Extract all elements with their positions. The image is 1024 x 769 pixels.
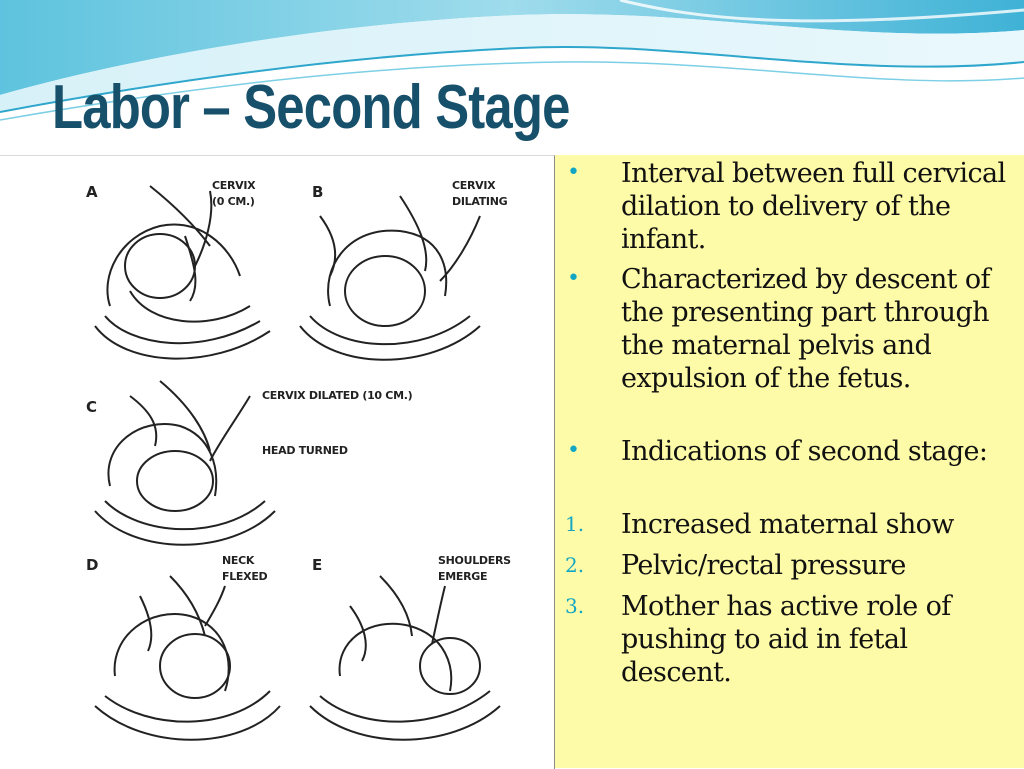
number-marker: 1. (565, 512, 585, 536)
panel-c-label: C (86, 398, 98, 416)
number-marker: 3. (565, 594, 585, 618)
slide-title: Labor – Second Stage (52, 73, 570, 142)
panel-a-drawing (95, 186, 270, 359)
panel-d-label: D (86, 556, 99, 574)
panel-b-label: B (312, 183, 324, 201)
panel-c-callout-head: HEAD TURNED (262, 444, 348, 457)
content-panel (555, 155, 1024, 768)
numbered-text: Increased maternal show (621, 509, 954, 540)
panel-c-drawing (95, 381, 275, 545)
numbered-text: Pelvic/rectal pressure (621, 550, 906, 581)
panel-a-label: A (86, 183, 98, 201)
panel-b-callout: CERVIX DILATING (452, 179, 508, 208)
panel-e-callout: SHOULDERS EMERGE (438, 554, 511, 583)
panel-b-drawing (300, 196, 480, 360)
bullet-text: Interval between full cervical dilation to delivery of the infant. (621, 158, 1006, 255)
bullet-marker: • (567, 160, 580, 185)
bullet-marker: • (567, 438, 580, 463)
panel-d-callout: NECK FLEXED (222, 554, 268, 583)
panel-e-drawing (310, 576, 500, 740)
bullet-marker: • (567, 266, 580, 291)
numbered-text: Mother has active role of pushing to aid in fetal descent. (621, 591, 951, 688)
number-marker: 2. (565, 553, 585, 577)
bullet-text: Characterized by descent of the presenting part through the maternal pelvis and expulsion of the fetus. (621, 264, 990, 394)
panel-a-callout: CERVIX (0 CM.) (212, 179, 256, 208)
panel-e-label: E (312, 556, 323, 574)
panel-d-drawing (95, 576, 280, 740)
fetal-descent-drawings (0, 156, 554, 769)
panel-c-callout: CERVIX DILATED (10 CM.) (262, 389, 413, 402)
labor-stages-illustration (0, 155, 555, 769)
bullet-text: Indications of second stage: (621, 436, 988, 467)
